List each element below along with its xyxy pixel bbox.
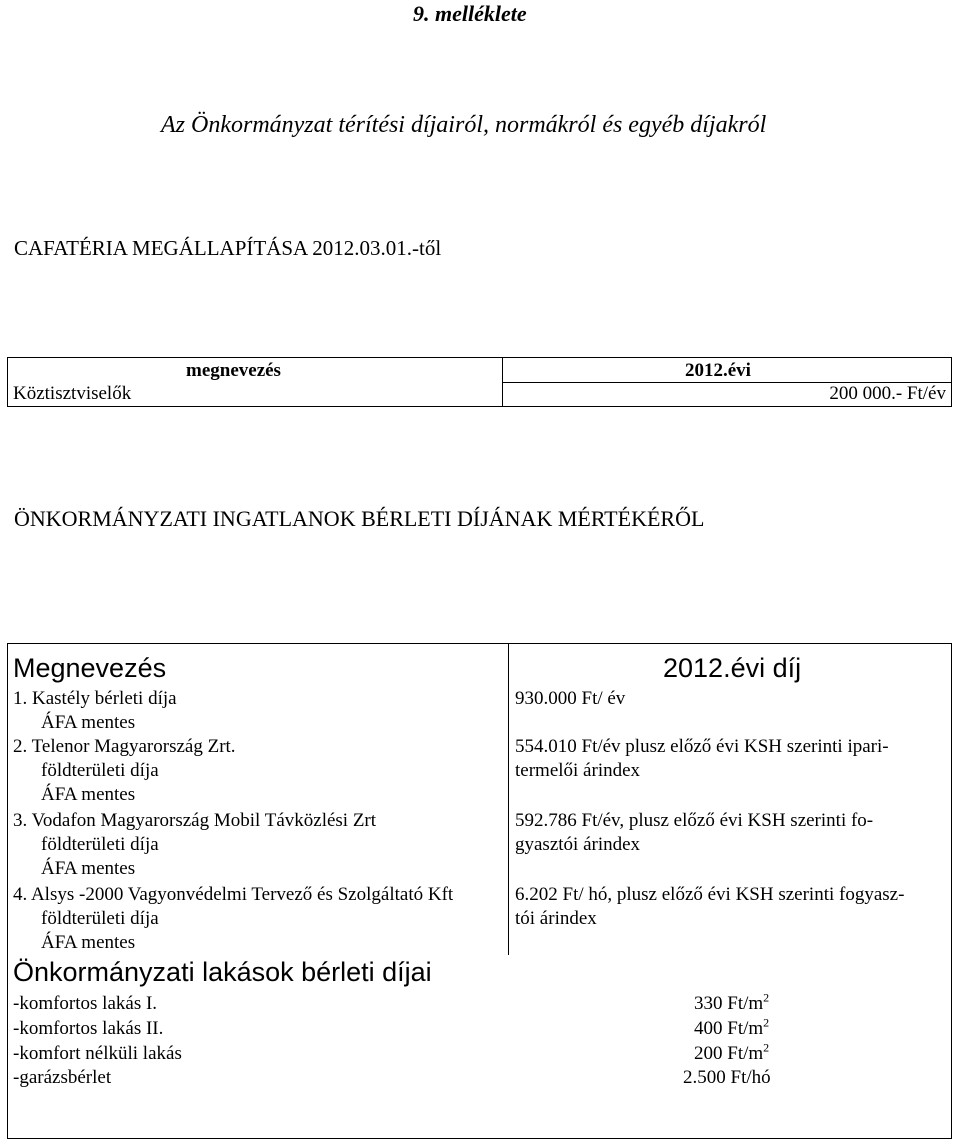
item-fee [515,735,889,783]
annex-label: 9. melléklete [413,1,527,26]
cafeteria-row-value: 200 000.- Ft/év [829,383,946,404]
item-fee [515,687,625,711]
item-name: 3. Vodafon Magyarország Mobil Távközlési Zrt [13,810,377,831]
property-col-fee: 2012.évi díj [663,653,802,683]
item-sub: ÁFA mentes [41,712,136,733]
item-fee-line: 592.786 Ft/év, plusz előző évi KSH szerinti fo- [515,810,874,831]
cafeteria-col-name: megnevezés [186,360,281,381]
item-sub: földterületi díja [41,760,159,781]
item-name: 2. Telenor Magyarország Zrt. [13,736,236,757]
housing-item-name: -komfortos lakás II. [13,1018,164,1039]
list-item [13,687,177,735]
property-col-name: Megnevezés [13,653,167,683]
item-name: 1. Kastély bérleti díja [13,688,177,709]
cafeteria-title: CAFATÉRIA MEGÁLLAPÍTÁSA 2012.03.01.-től [14,236,442,260]
item-name: 4. Alsys -2000 Vagyonvédelmi Tervező és Szolgáltató Kft [13,884,454,905]
housing-item-price: 330 $Ft/m^2$ [694,990,770,1014]
item-fee-line: gyasztói árindex [515,834,641,855]
housing-item-price: 200 $Ft/m^2$ [694,1040,770,1064]
housing-item-name: -komfortos lakás I. [13,993,158,1014]
cafeteria-col-year: 2012.évi [685,360,751,381]
item-fee [515,809,873,857]
document-title: Az Önkormányzat térítési díjairól, normákról és egyéb díjakról [161,112,767,138]
item-fee-line: tói árindex [515,908,597,929]
table-divider [508,644,509,955]
list-item [13,883,453,955]
item-sub: ÁFA mentes [41,858,136,879]
housing-title: Önkormányzati lakások bérleti díjai [13,957,432,987]
housing-item-name: -garázsbérlet [13,1067,112,1088]
property-table [7,643,952,1139]
item-sub: ÁFA mentes [41,784,136,805]
item-fee-line: termelői árindex [515,760,641,781]
list-item [13,735,236,807]
housing-item-name: -komfort nélküli lakás [13,1043,182,1064]
item-sub: ÁFA mentes [41,932,136,953]
property-title: ÖNKORMÁNYZATI INGATLANOK BÉRLETI DÍJÁNAK MÉRTÉKÉRŐL [14,506,705,531]
item-fee-line: 6.202 Ft/ hó, plusz előző évi KSH szerinti fogyasz- [515,884,905,905]
cafeteria-table [7,357,952,407]
list-item [13,809,376,881]
cafeteria-row-label: Köztisztviselők [13,383,132,404]
housing-item-price: 2.500 Ft/hó [683,1067,771,1088]
item-fee-line: 930.000 Ft/ év [515,688,626,709]
item-fee [515,883,904,931]
item-sub: földterületi díja [41,834,159,855]
item-sub: földterületi díja [41,908,159,929]
housing-item-price: 400 $Ft/m^2$ [694,1015,770,1039]
item-fee-line: 554.010 Ft/év plusz előző évi KSH szerinti ipari- [515,736,889,757]
